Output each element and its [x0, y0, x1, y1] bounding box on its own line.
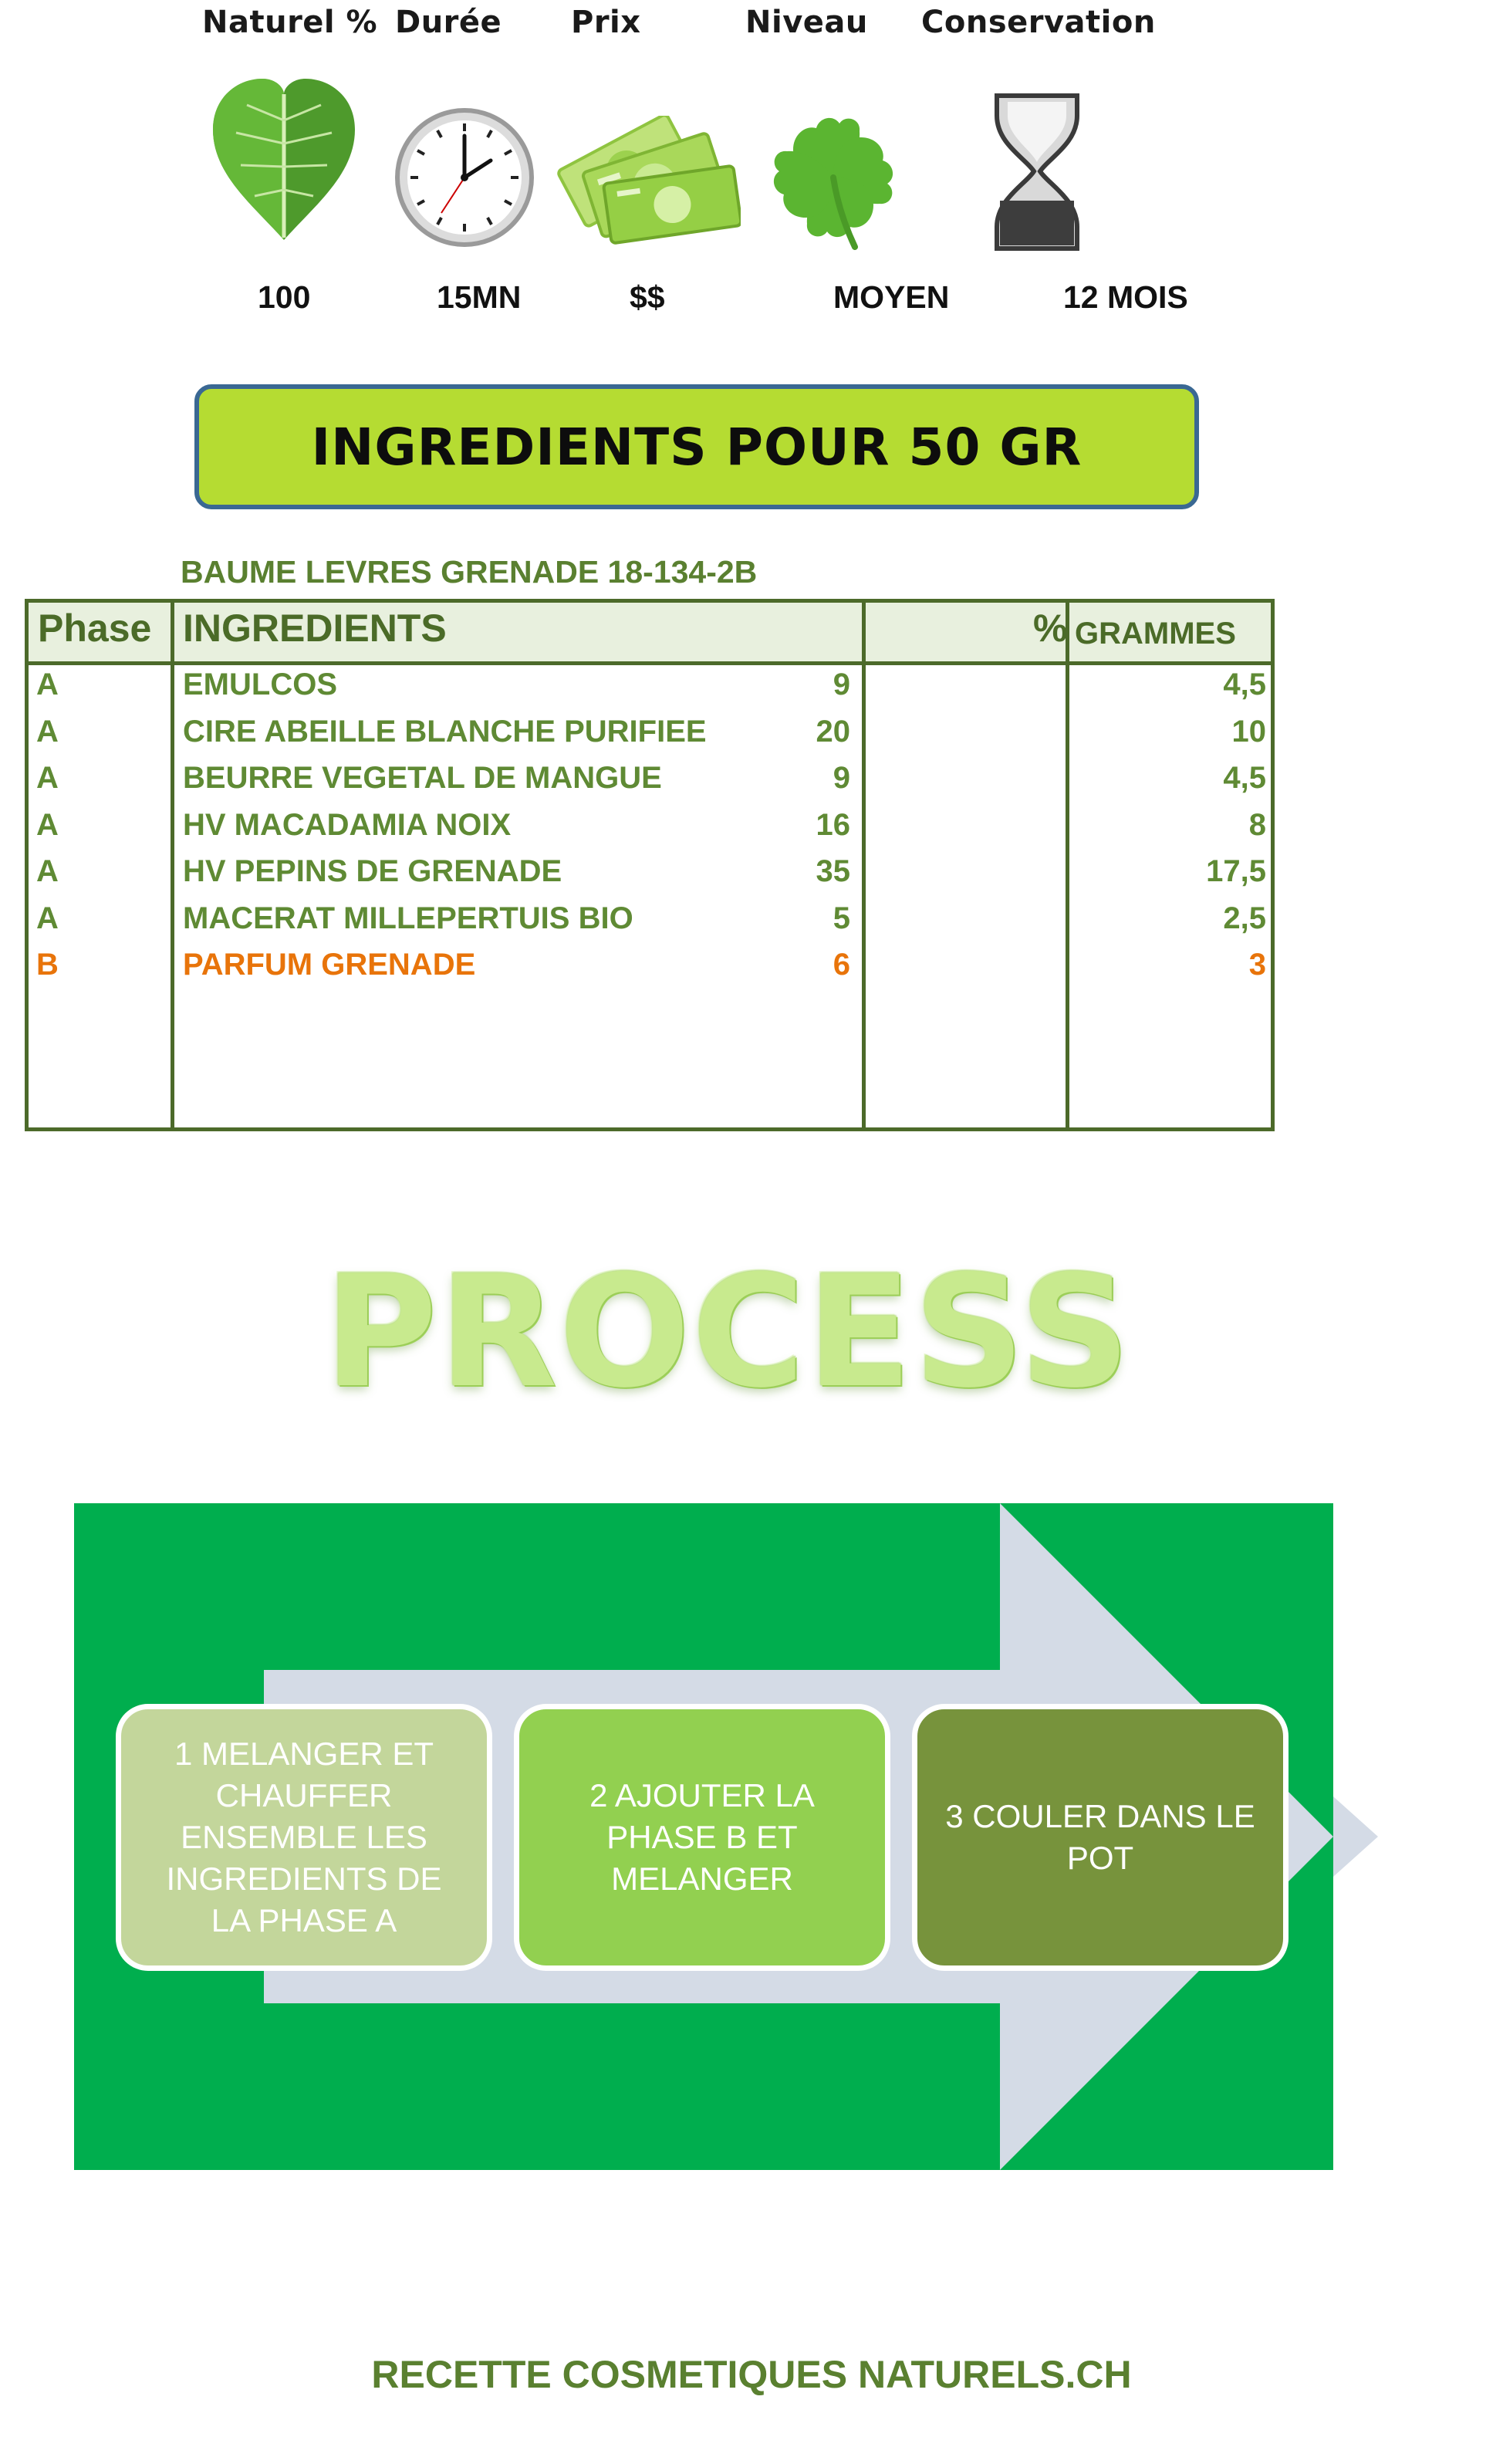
cell-percent: 9: [833, 761, 850, 795]
banner-title: INGREDIENTS POUR 50 GR: [311, 417, 1082, 477]
value-niveau: MOYEN: [833, 279, 950, 315]
table-row: [29, 803, 1271, 850]
label-niveau: Niveau: [745, 5, 868, 40]
cell-percent: 16: [816, 807, 850, 842]
cell-ingredient: HV PEPINS DE GRENADE: [183, 854, 562, 888]
col-percent: %: [1033, 607, 1068, 650]
cell-ingredient: HV MACADAMIA NOIX: [183, 807, 512, 842]
table-row: [29, 710, 1271, 756]
process-step-2: 2 AJOUTER LA PHASE B ET MELANGER: [514, 1704, 890, 1971]
ingredients-table: [25, 599, 1275, 1131]
col-phase: Phase: [38, 607, 152, 650]
process-step-3: 3 COULER DANS LE POT: [912, 1704, 1289, 1971]
cell-phase: A: [36, 854, 59, 888]
table-row: [29, 850, 1271, 896]
cell-grams: 8: [1248, 807, 1266, 842]
cell-ingredient: PARFUM GRENADE: [183, 948, 476, 982]
process-title: PROCESS: [324, 1242, 1133, 1422]
money-icon: [557, 116, 741, 247]
label-conservation: Conservation: [921, 5, 1156, 40]
footer-site: RECETTE COSMETIQUES NATURELS.CH: [371, 2353, 1132, 2396]
recipe-title: BAUME LEVRES GRENADE 18-134-2B: [181, 554, 758, 590]
cell-phase: A: [36, 714, 59, 749]
clock-icon: [392, 105, 537, 250]
cell-grams: 3: [1248, 948, 1266, 982]
process-diagram: [74, 1503, 1333, 2170]
col-ingredients: INGREDIENTS: [183, 607, 447, 650]
value-naturel: 100: [258, 279, 311, 315]
value-conservation: 12 MOIS: [1063, 279, 1188, 315]
col-grams: GRAMMES: [1075, 617, 1236, 651]
cell-grams: 10: [1231, 714, 1266, 749]
cell-ingredient: EMULCOS: [183, 668, 337, 701]
cell-percent: 9: [833, 668, 850, 701]
cell-phase: A: [36, 761, 59, 795]
hourglass-icon: [992, 93, 1082, 252]
value-prix: $$: [630, 279, 665, 315]
cell-phase: A: [36, 901, 59, 935]
table-row: [29, 756, 1271, 803]
table-header: [29, 603, 1271, 665]
table-row: [29, 897, 1271, 943]
cell-percent: 35: [816, 854, 850, 888]
label-naturel: Naturel %: [202, 5, 378, 40]
label-prix: Prix: [571, 5, 641, 40]
cell-ingredient: MACERAT MILLEPERTUIS BIO: [183, 901, 633, 935]
cell-grams: 4,5: [1223, 761, 1266, 795]
cell-grams: 4,5: [1223, 668, 1266, 701]
cell-ingredient: CIRE ABEILLE BLANCHE PURIFIEE: [183, 714, 707, 749]
cell-phase: B: [36, 948, 59, 982]
clover-icon: [762, 113, 904, 252]
cell-phase: A: [36, 668, 59, 701]
cell-grams: 2,5: [1223, 901, 1266, 935]
process-step-1: 1 MELANGER ET CHAUFFER ENSEMBLE LES INGREDIENTS DE LA PHASE A: [116, 1704, 492, 1971]
heart-leaf-icon: [207, 74, 361, 244]
label-duree: Durée: [395, 5, 502, 40]
cell-percent: 6: [833, 948, 850, 982]
cell-percent: 5: [833, 901, 850, 935]
table-row: [29, 943, 1271, 989]
cell-grams: 17,5: [1206, 854, 1266, 888]
value-duree: 15MN: [437, 279, 522, 315]
ingredients-banner: [194, 384, 1199, 509]
cell-phase: A: [36, 807, 59, 842]
cell-percent: 20: [816, 714, 850, 749]
cell-ingredient: BEURRE VEGETAL DE MANGUE: [183, 761, 662, 795]
table-row: [29, 663, 1271, 709]
